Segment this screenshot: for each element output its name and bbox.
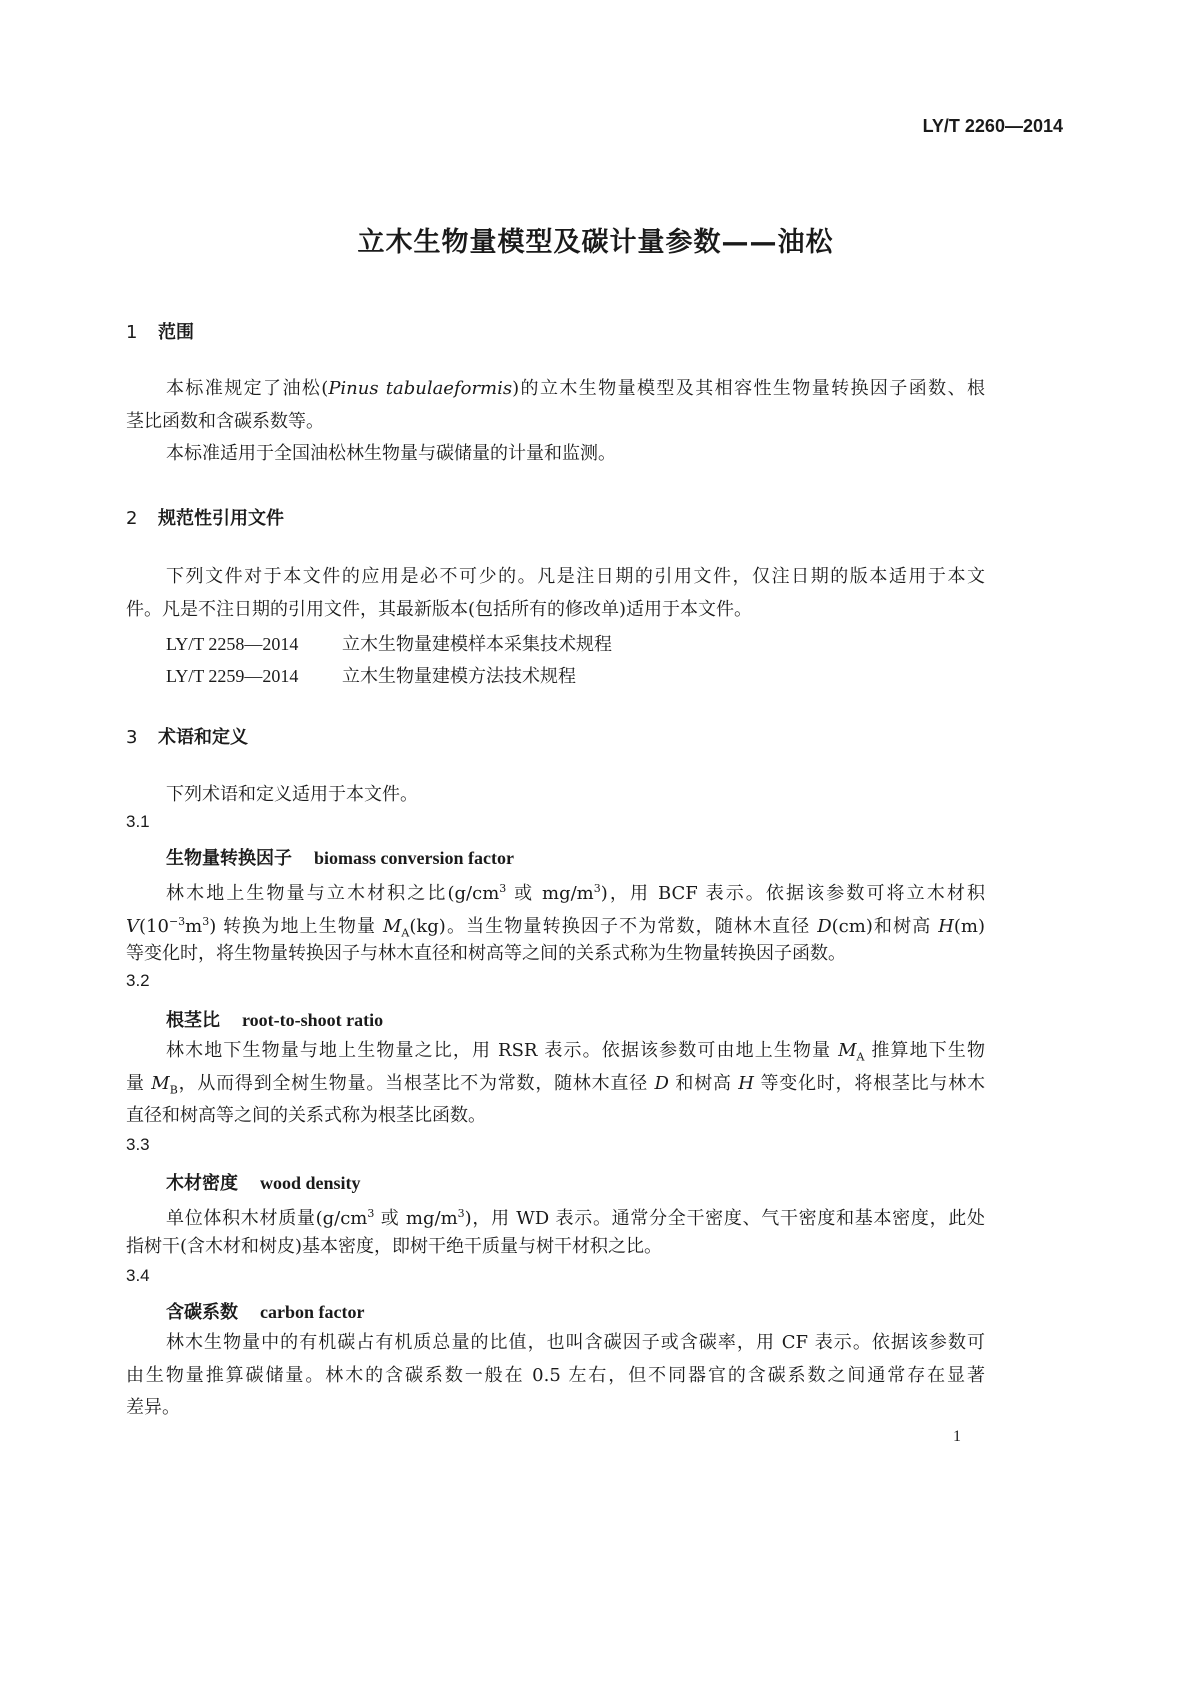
term-heading xyxy=(166,844,514,870)
page-title: 立木生物量模型及碳计量参数——油松 xyxy=(357,227,834,258)
term-heading xyxy=(166,1006,383,1032)
text-line: 林木地下生物量与地上生物量之比，用 RSR 表示。依据该参数可由地上生物量 $M_A$ 推算地下生物 xyxy=(166,1040,985,1064)
text-line: 下列术语和定义适用于本文件。 xyxy=(166,784,418,805)
term-definition xyxy=(126,1035,985,1133)
section-title: 规范性引用文件 xyxy=(158,508,284,529)
term-zh: 含碳系数 xyxy=(166,1302,238,1323)
text-line: 本标准适用于全国油松林生物量与碳储量的计量和监测。 xyxy=(166,443,616,464)
italic-symbol: D xyxy=(817,915,832,937)
section-number: 2 xyxy=(126,508,138,529)
section-title: 范围 xyxy=(158,322,194,343)
section-title: 术语和定义 xyxy=(158,727,248,748)
superscript: 3 xyxy=(367,1207,375,1220)
text-line: $V(10^{-3}m^3)$ 转换为地上生物量 $M_A(kg)$。当生物量转换因子不为常数，随林木直径 D(cm)和树高 H(m) xyxy=(126,914,986,940)
text-line: 等变化时，将生物量转换因子与林木直径和树高等之间的关系式称为生物量转换因子函数。 xyxy=(126,943,846,964)
term-definition xyxy=(126,1327,985,1425)
term-zh: 根茎比 xyxy=(166,1010,220,1031)
term-en: biomass conversion factor xyxy=(314,848,514,868)
section-3-intro xyxy=(126,779,985,812)
superscript: 3 xyxy=(457,1207,465,1220)
superscript: 3 xyxy=(202,914,210,928)
section-number: 3 xyxy=(126,727,138,748)
text-line: 林木地上生物量与立木材积之比($g/cm^3$ 或 $mg/m^3$)，用 BCF 表示。依据该参数可将立木材积 xyxy=(166,882,985,904)
text-line: 林木生物量中的有机碳占有机质总量的比值，也叫含碳因子或含碳率，用 CF 表示。依据该参数可 xyxy=(166,1332,985,1353)
subscript: B xyxy=(169,1083,178,1097)
reference-item xyxy=(166,630,612,656)
reference-title: 立木生物量建模样本采集技术规程 xyxy=(342,634,612,655)
reference-title: 立木生物量建模方法技术规程 xyxy=(342,666,576,687)
document-code: LY/T 2260—2014 xyxy=(922,116,1063,136)
subscript: A xyxy=(401,926,410,940)
section-heading-3 xyxy=(126,723,248,749)
section-heading-1 xyxy=(126,318,194,344)
italic-symbol: H xyxy=(938,915,954,937)
term-definition xyxy=(126,1198,985,1263)
reference-code: LY/T 2258—2014 xyxy=(166,634,299,654)
text-line: 由生物量推算碳储量。林木的含碳系数一般在 0.5 左右，但不同器官的含碳系数之间通常存在显著 xyxy=(126,1364,985,1386)
section-number: 1 xyxy=(126,322,138,343)
term-heading xyxy=(166,1169,361,1195)
italic-symbol: M xyxy=(838,1040,857,1061)
section-1-body xyxy=(126,373,985,471)
clause-number: 3.1 xyxy=(126,812,150,831)
italic-symbol: M xyxy=(151,1072,170,1094)
text-line: 单位体积木材质量($g/cm^3$ 或 $mg/m^3$)，用 WD 表示。通常分全干密度、气干密度和基本密度，此处 xyxy=(166,1207,985,1229)
subscript: A xyxy=(856,1050,865,1064)
text-line: 量 $M_B$，从而得到全树生物量。当根茎比不为常数，随林木直径 D 和树高 H 等变化时，将根茎比与林木 xyxy=(126,1072,985,1097)
term-zh: 生物量转换因子 xyxy=(166,848,292,869)
text-line: 指树干(含木材和树皮)基本密度，即树干绝干质量与树干材积之比。 xyxy=(126,1235,663,1257)
superscript: 3 xyxy=(499,882,507,895)
term-en: root-to-shoot ratio xyxy=(242,1010,384,1030)
italic-symbol: H xyxy=(738,1072,754,1094)
term-heading xyxy=(166,1298,364,1324)
clause-number: 3.2 xyxy=(126,971,150,990)
term-zh: 木材密度 xyxy=(166,1173,238,1194)
clause-number: 3.3 xyxy=(126,1135,150,1154)
term-en: carbon factor xyxy=(260,1302,365,1322)
section-heading-2 xyxy=(126,504,284,530)
italic-symbol: M xyxy=(382,915,402,937)
italic-symbol: D xyxy=(654,1072,669,1094)
text-line: 本标准规定了油松(Pinus tabulaeformis)的立木生物量模型及其相容性生物量转换因子函数、根 xyxy=(166,378,985,399)
italic-symbol: Pinus tabulaeformis xyxy=(328,378,513,399)
italic-symbol: V xyxy=(126,915,139,937)
text-line: 茎比函数和含碳系数等。 xyxy=(126,410,324,432)
reference-code: LY/T 2259—2014 xyxy=(166,666,299,686)
text-line: 件。凡是不注日期的引用文件，其最新版本(包括所有的修改单)适用于本文件。 xyxy=(126,598,753,620)
superscript: −3 xyxy=(168,914,186,928)
term-definition xyxy=(126,873,985,971)
text-line: 差异。 xyxy=(126,1397,180,1418)
text-line: 下列文件对于本文件的应用是必不可少的。凡是注日期的引用文件，仅注日期的版本适用于本文 xyxy=(166,566,985,587)
text-line: 直径和树高等之间的关系式称为根茎比函数。 xyxy=(126,1105,486,1126)
term-en: wood density xyxy=(260,1173,361,1193)
reference-item xyxy=(166,662,576,688)
section-2-body xyxy=(126,561,985,626)
page-number: 1 xyxy=(953,1428,961,1445)
clause-number: 3.4 xyxy=(126,1266,150,1285)
superscript: 3 xyxy=(593,882,601,895)
